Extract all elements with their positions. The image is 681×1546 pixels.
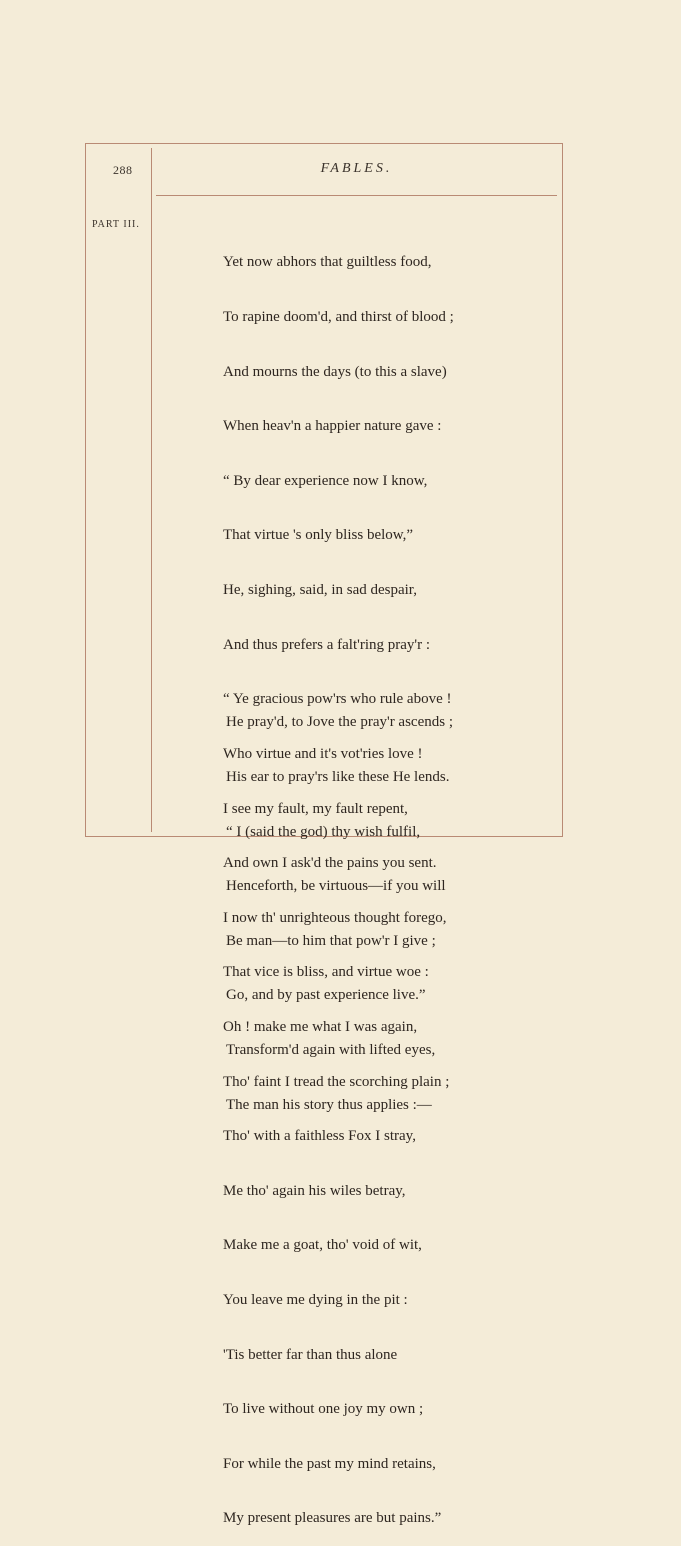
verse-line: Oh ! make me what I was again, xyxy=(223,1018,418,1035)
verse-line: The man his story thus applies :— xyxy=(226,1096,432,1113)
verse-line: Who virtue and it's vot'ries love ! xyxy=(223,745,423,762)
verse-line: Transform'd again with lifted eyes, xyxy=(226,1042,436,1059)
part-label: PART III. xyxy=(92,219,140,230)
verse-line: Me tho' again his wiles betray, xyxy=(223,1182,406,1199)
verse-line: “ Ye gracious pow'rs who rule above ! xyxy=(223,691,452,708)
verse-line: To live without one joy my own ; xyxy=(223,1401,424,1418)
verse-line: And mourns the days (to this a slave) xyxy=(223,363,447,380)
verse-line: Tho' with a faithless Fox I stray, xyxy=(223,1128,416,1145)
verse-line: He pray'd, to Jove the pray'r ascends ; xyxy=(226,714,453,731)
verse-line: “ I (said the god) thy wish fulfil, xyxy=(226,823,421,840)
verse-line: I now th' unrighteous thought forego, xyxy=(223,909,447,926)
verse-line: His ear to pray'rs like these He lends. xyxy=(226,769,450,786)
verse-line: You leave me dying in the pit : xyxy=(223,1291,408,1308)
verse-line: 'Tis better far than thus alone xyxy=(223,1346,398,1363)
verse-line: That vice is bliss, and virtue woe : xyxy=(223,964,429,981)
poem-stanza-2 xyxy=(226,677,453,1132)
verse-line: Yet now abhors that guiltless food, xyxy=(223,254,432,271)
verse-line: My present pleasures are but pains.” xyxy=(223,1510,442,1527)
margin-rule xyxy=(151,148,152,832)
running-title: FABLES. xyxy=(320,161,393,176)
verse-line: Make me a goat, tho' void of wit, xyxy=(223,1237,422,1254)
verse-line: When heav'n a happier nature gave : xyxy=(223,418,442,435)
verse-line: Henceforth, be virtuous—if you will xyxy=(226,878,446,895)
verse-line: That virtue 's only bliss below,” xyxy=(223,527,414,544)
verse-line: And own I ask'd the pains you sent. xyxy=(223,855,437,872)
page-number: 288 xyxy=(113,163,133,177)
header-rule xyxy=(156,195,557,196)
verse-line: He, sighing, said, in sad despair, xyxy=(223,582,417,599)
verse-line: I see my fault, my fault repent, xyxy=(223,800,408,817)
verse-line: Tho' faint I tread the scorching plain ; xyxy=(223,1073,450,1090)
verse-line: And thus prefers a falt'ring pray'r : xyxy=(223,636,431,653)
verse-line: For while the past my mind retains, xyxy=(223,1455,436,1472)
verse-line: To rapine doom'd, and thirst of blood ; xyxy=(223,309,454,326)
verse-line: “ By dear experience now I know, xyxy=(223,472,428,489)
verse-line: Be man—to him that pow'r I give ; xyxy=(226,932,436,949)
verse-line: Go, and by past experience live.” xyxy=(226,987,426,1004)
